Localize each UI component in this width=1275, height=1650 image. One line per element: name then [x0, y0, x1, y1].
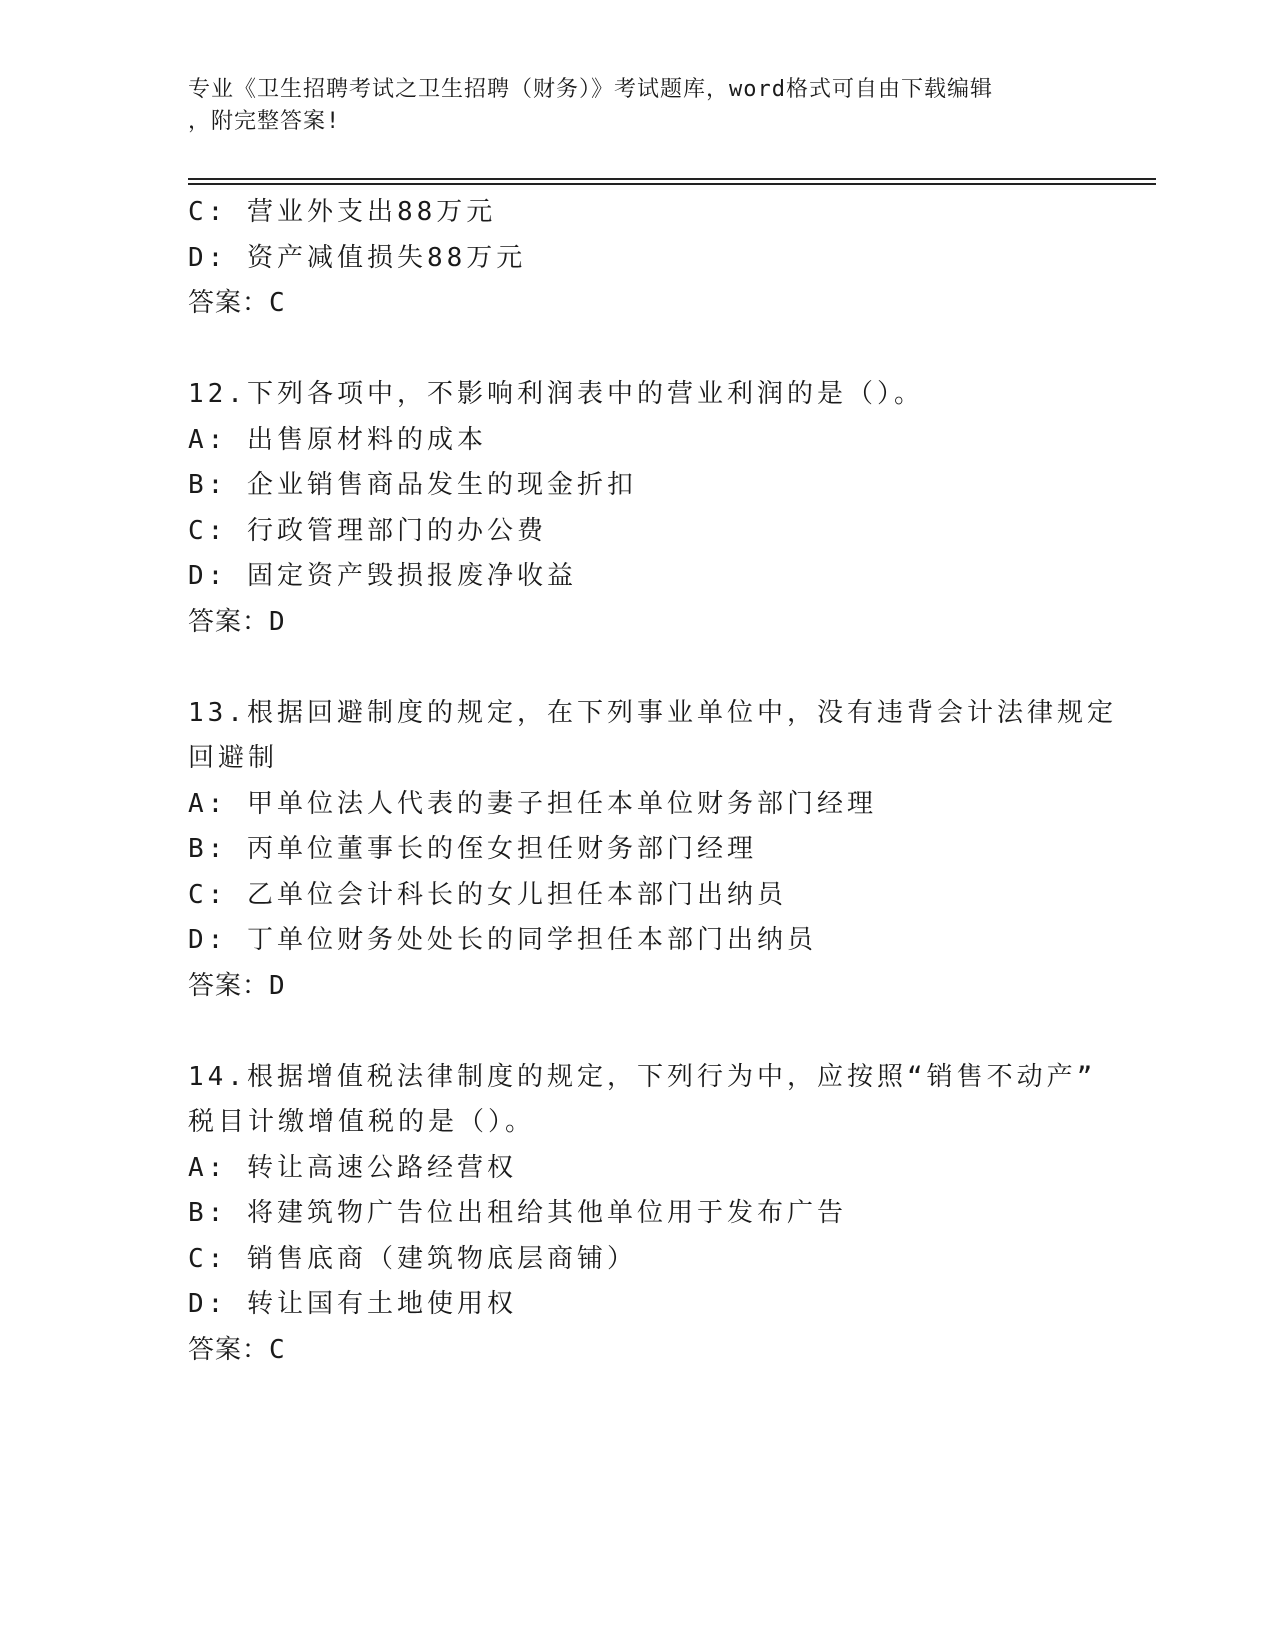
answer-label: 答案：	[188, 970, 270, 1001]
answer-line	[188, 281, 1088, 327]
answer-label: 答案：	[188, 1334, 270, 1365]
option-b: B: 丙单位董事长的侄女担任财务部门经理	[188, 834, 757, 864]
question-text: 12.下列各项中，不影响利润表中的营业利润的是（）。	[188, 379, 924, 409]
answer-value: D	[269, 606, 286, 637]
spacer	[188, 1009, 1088, 1055]
question-text-line-2: 税目计缴增值税的是（）。	[188, 1107, 536, 1137]
header-line-1: 专业《卫生招聘考试之卫生招聘（财务）》考试题库，word格式可自由下载编辑	[188, 77, 993, 102]
option-c: C: 营业外支出88万元	[188, 197, 497, 227]
option-c: C: 乙单位会计科长的女儿担任本部门出纳员	[188, 879, 787, 910]
option-a: A: 转让高速公路经营权	[188, 1152, 517, 1183]
answer-value: C	[269, 288, 286, 318]
option-c: C: 销售底商（建筑物底层商铺）	[188, 1243, 637, 1274]
option-a: A: 出售原材料的成本	[188, 424, 487, 455]
option-d: D: 转让国有土地使用权	[188, 1289, 517, 1319]
previous-question-block	[188, 190, 1088, 327]
answer-label: 答案：	[188, 288, 270, 318]
option-d: D: 固定资产毁损报废净收益	[188, 561, 577, 591]
option-b: B: 将建筑物广告位出租给其他单位用于发布广告	[188, 1198, 847, 1228]
answer-label: 答案：	[188, 606, 270, 637]
question-content	[188, 190, 1117, 1373]
question-13-block	[188, 691, 1117, 1010]
option-b: B: 企业销售商品发生的现金折扣	[188, 470, 637, 500]
answer-value: C	[269, 1334, 286, 1365]
answer-line	[188, 600, 1088, 646]
answer-value: D	[269, 970, 286, 1001]
question-12-block	[188, 372, 1088, 645]
question-14-block	[188, 1055, 1097, 1374]
question-text-line-1: 13.根据回避制度的规定，在下列事业单位中，没有违背会计法律规定	[188, 697, 1117, 728]
question-text-line-2: 回避制	[188, 743, 279, 773]
option-c: C: 行政管理部门的办公费	[188, 515, 547, 546]
question-text-line-1: 14.根据增值税法律制度的规定，下列行为中，应按照“销售不动产”	[188, 1061, 1097, 1092]
header-divider-bottom	[188, 183, 1156, 185]
option-a: A: 甲单位法人代表的妻子担任本单位财务部门经理	[188, 788, 877, 819]
answer-line	[188, 1328, 1088, 1374]
spacer	[188, 327, 1088, 373]
option-d: D: 丁单位财务处处长的同学担任本部门出纳员	[188, 925, 817, 955]
header-divider-top	[188, 178, 1156, 180]
document-header	[188, 74, 1068, 138]
spacer	[188, 645, 1088, 691]
answer-line	[188, 964, 1088, 1010]
option-d: D: 资产减值损失88万元	[188, 242, 527, 273]
header-line-2: ，附完整答案!	[188, 109, 341, 134]
